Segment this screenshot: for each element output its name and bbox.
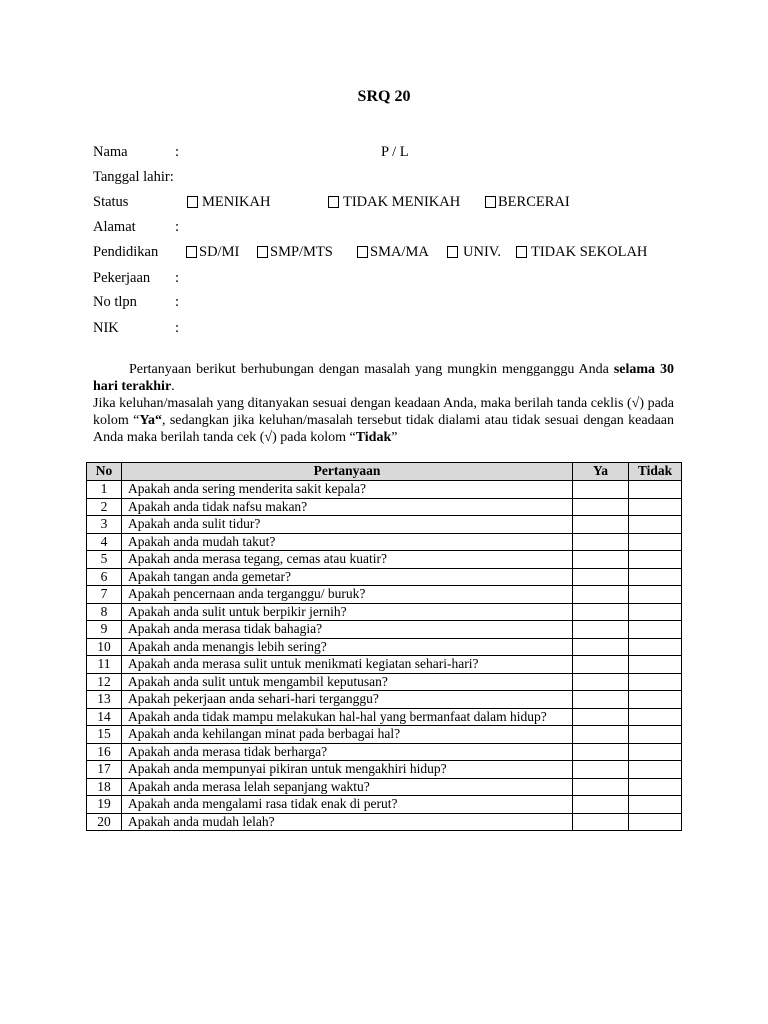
checkbox[interactable]: [516, 246, 527, 258]
question-text: Apakah anda merasa tidak berharga?: [122, 743, 573, 761]
answer-ya-cell[interactable]: [573, 481, 629, 499]
nik-label: NIK: [93, 320, 119, 336]
table-row: [87, 778, 682, 796]
answer-ya-cell[interactable]: [573, 586, 629, 604]
table-row: [87, 673, 682, 691]
status-option-bercerai[interactable]: [485, 192, 570, 212]
question-text: Apakah anda merasa tidak bahagia?: [122, 621, 573, 639]
answer-tidak-cell[interactable]: [629, 743, 682, 761]
answer-ya-cell[interactable]: [573, 551, 629, 569]
answer-ya-cell[interactable]: [573, 568, 629, 586]
gender-label: P / L: [381, 144, 409, 160]
question-text: Apakah anda mempunyai pikiran untuk mengakhiri hidup?: [122, 761, 573, 779]
question-text: Apakah anda mudah takut?: [122, 533, 573, 551]
question-number: 8: [87, 603, 122, 621]
status-option-menikah[interactable]: [187, 192, 270, 212]
status-option-label: TIDAK MENIKAH: [343, 194, 461, 210]
nik-colon: :: [175, 320, 180, 336]
table-row: [87, 568, 682, 586]
checkbox[interactable]: [328, 196, 339, 208]
answer-ya-cell[interactable]: [573, 691, 629, 709]
tanggal-lahir-label: Tanggal lahir:: [93, 169, 174, 185]
question-text: Apakah anda merasa tegang, cemas atau kuatir?: [122, 551, 573, 569]
instructions-emphasis-ya: Ya“: [139, 413, 162, 428]
answer-tidak-cell[interactable]: [629, 603, 682, 621]
pendidikan-option-smama[interactable]: [357, 242, 429, 262]
question-text: Apakah tangan anda gemetar?: [122, 568, 573, 586]
pendidikan-option-label: TIDAK SEKOLAH: [531, 244, 648, 260]
answer-tidak-cell[interactable]: [629, 708, 682, 726]
answer-tidak-cell[interactable]: [629, 498, 682, 516]
table-header-row: [87, 463, 682, 481]
table-row: [87, 796, 682, 814]
pekerjaan-colon: :: [175, 270, 180, 286]
answer-tidak-cell[interactable]: [629, 673, 682, 691]
answer-tidak-cell[interactable]: [629, 551, 682, 569]
answer-tidak-cell[interactable]: [629, 656, 682, 674]
pendidikan-option-label: SMP/MTS: [270, 244, 333, 260]
status-option-label: MENIKAH: [202, 194, 271, 210]
answer-tidak-cell[interactable]: [629, 796, 682, 814]
answer-ya-cell[interactable]: [573, 516, 629, 534]
instructions: [93, 361, 674, 446]
alamat-label: Alamat: [93, 219, 136, 235]
status-option-tidak-menikah[interactable]: [328, 192, 460, 212]
header-tidak: Tidak: [629, 463, 682, 481]
question-text: Apakah anda sulit untuk berpikir jernih?: [122, 603, 573, 621]
question-text: Apakah anda mudah lelah?: [122, 813, 573, 831]
question-number: 12: [87, 673, 122, 691]
checkbox[interactable]: [447, 246, 458, 258]
question-number: 5: [87, 551, 122, 569]
question-text: Apakah anda sering menderita sakit kepala?: [122, 481, 573, 499]
table-row: [87, 656, 682, 674]
answer-tidak-cell[interactable]: [629, 481, 682, 499]
answer-tidak-cell[interactable]: [629, 568, 682, 586]
status-option-label: BERCERAI: [498, 194, 570, 210]
answer-ya-cell[interactable]: [573, 498, 629, 516]
question-text: Apakah anda kehilangan minat pada berbagai hal?: [122, 726, 573, 744]
checkbox[interactable]: [357, 246, 368, 258]
answer-ya-cell[interactable]: [573, 761, 629, 779]
table-row: [87, 743, 682, 761]
question-text: Apakah anda sulit tidur?: [122, 516, 573, 534]
instructions-text: Pertanyaan berikut berhubungan dengan masalah yang mungkin mengganggu Anda: [129, 362, 614, 377]
answer-tidak-cell[interactable]: [629, 638, 682, 656]
instructions-emphasis-tidak: Tidak: [355, 430, 392, 445]
header-pertanyaan: Pertanyaan: [122, 463, 573, 481]
table-row: [87, 708, 682, 726]
checkbox[interactable]: [186, 246, 197, 258]
answer-tidak-cell[interactable]: [629, 691, 682, 709]
question-number: 4: [87, 533, 122, 551]
table-row: [87, 551, 682, 569]
question-number: 19: [87, 796, 122, 814]
instructions-text: Jika keluhan/masalah yang ditanyakan sesuai dengan keadaan Anda, maka berilah tanda ceklis (√) pada kolom “: [93, 396, 674, 428]
question-number: 16: [87, 743, 122, 761]
nama-label: Nama: [93, 144, 128, 160]
question-number: 15: [87, 726, 122, 744]
question-number: 9: [87, 621, 122, 639]
question-number: 1: [87, 481, 122, 499]
answer-ya-cell[interactable]: [573, 603, 629, 621]
question-number: 7: [87, 586, 122, 604]
table-row: [87, 726, 682, 744]
header-ya: Ya: [573, 463, 629, 481]
table-row: [87, 691, 682, 709]
question-number: 6: [87, 568, 122, 586]
instructions-emphasis: selama 30 hari terakhir: [93, 362, 674, 394]
question-number: 14: [87, 708, 122, 726]
answer-ya-cell[interactable]: [573, 621, 629, 639]
instructions-text: ”: [391, 430, 398, 445]
page-title: SRQ 20: [357, 88, 411, 105]
question-text: Apakah anda sulit untuk mengambil keputusan?: [122, 673, 573, 691]
answer-ya-cell[interactable]: [573, 726, 629, 744]
answer-ya-cell[interactable]: [573, 743, 629, 761]
answer-tidak-cell[interactable]: [629, 726, 682, 744]
answer-tidak-cell[interactable]: [629, 813, 682, 831]
pendidikan-option-smpmts[interactable]: [257, 242, 333, 262]
question-number: 13: [87, 691, 122, 709]
answer-ya-cell[interactable]: [573, 638, 629, 656]
questionnaire-table: [86, 462, 682, 831]
answer-ya-cell[interactable]: [573, 778, 629, 796]
table-row: [87, 638, 682, 656]
nama-colon: :: [175, 144, 180, 160]
question-text: Apakah anda tidak mampu melakukan hal-hal yang bermanfaat dalam hidup?: [122, 708, 573, 726]
pendidikan-option-univ[interactable]: [447, 242, 501, 262]
answer-tidak-cell[interactable]: [629, 621, 682, 639]
status-label: Status: [93, 194, 129, 210]
answer-ya-cell[interactable]: [573, 656, 629, 674]
answer-tidak-cell[interactable]: [629, 516, 682, 534]
pendidikan-option-label: UNIV.: [463, 244, 501, 260]
answer-tidak-cell[interactable]: [629, 533, 682, 551]
question-number: 20: [87, 813, 122, 831]
question-number: 10: [87, 638, 122, 656]
question-text: Apakah anda merasa sulit untuk menikmati kegiatan sehari-hari?: [122, 656, 573, 674]
header-no: No: [87, 463, 122, 481]
question-text: Apakah anda tidak nafsu makan?: [122, 498, 573, 516]
no-tlpn-colon: :: [175, 294, 180, 310]
table-row: [87, 481, 682, 499]
question-number: 11: [87, 656, 122, 674]
table-row: [87, 498, 682, 516]
checkbox[interactable]: [187, 196, 198, 208]
instructions-paragraph-1: [93, 361, 674, 395]
no-tlpn-label: No tlpn: [93, 294, 137, 310]
answer-tidak-cell[interactable]: [629, 778, 682, 796]
table-row: [87, 586, 682, 604]
answer-ya-cell[interactable]: [573, 533, 629, 551]
checkbox[interactable]: [485, 196, 496, 208]
table-row: [87, 761, 682, 779]
question-number: 18: [87, 778, 122, 796]
question-text: Apakah anda menangis lebih sering?: [122, 638, 573, 656]
answer-tidak-cell[interactable]: [629, 586, 682, 604]
question-text: Apakah pencernaan anda terganggu/ buruk?: [122, 586, 573, 604]
checkbox[interactable]: [257, 246, 268, 258]
question-text: Apakah anda mengalami rasa tidak enak di perut?: [122, 796, 573, 814]
pendidikan-option-tidak-sekolah[interactable]: [516, 242, 647, 262]
table-row: [87, 516, 682, 534]
answer-ya-cell[interactable]: [573, 673, 629, 691]
answer-ya-cell[interactable]: [573, 708, 629, 726]
table-row: [87, 533, 682, 551]
question-number: 3: [87, 516, 122, 534]
answer-tidak-cell[interactable]: [629, 761, 682, 779]
pendidikan-option-label: SD/MI: [199, 244, 240, 260]
question-number: 2: [87, 498, 122, 516]
answer-ya-cell[interactable]: [573, 813, 629, 831]
pendidikan-option-sdmi[interactable]: [186, 242, 239, 262]
table-row: [87, 621, 682, 639]
question-text: Apakah pekerjaan anda sehari-hari terganggu?: [122, 691, 573, 709]
answer-ya-cell[interactable]: [573, 796, 629, 814]
question-number: 17: [87, 761, 122, 779]
pekerjaan-label: Pekerjaan: [93, 270, 151, 286]
instructions-paragraph-2: [93, 395, 674, 446]
alamat-colon: :: [175, 219, 180, 235]
table-row: [87, 603, 682, 621]
table-row: [87, 813, 682, 831]
pendidikan-option-label: SMA/MA: [370, 244, 429, 260]
question-text: Apakah anda merasa lelah sepanjang waktu?: [122, 778, 573, 796]
instructions-text: .: [171, 379, 175, 394]
pendidikan-label: Pendidikan: [93, 244, 159, 260]
instructions-text: , sedangkan jika keluhan/masalah tersebut tidak dialami atau tidak sesuai dengan keadaan Anda maka berilah tanda cek (√) pada kolom “: [93, 413, 674, 445]
